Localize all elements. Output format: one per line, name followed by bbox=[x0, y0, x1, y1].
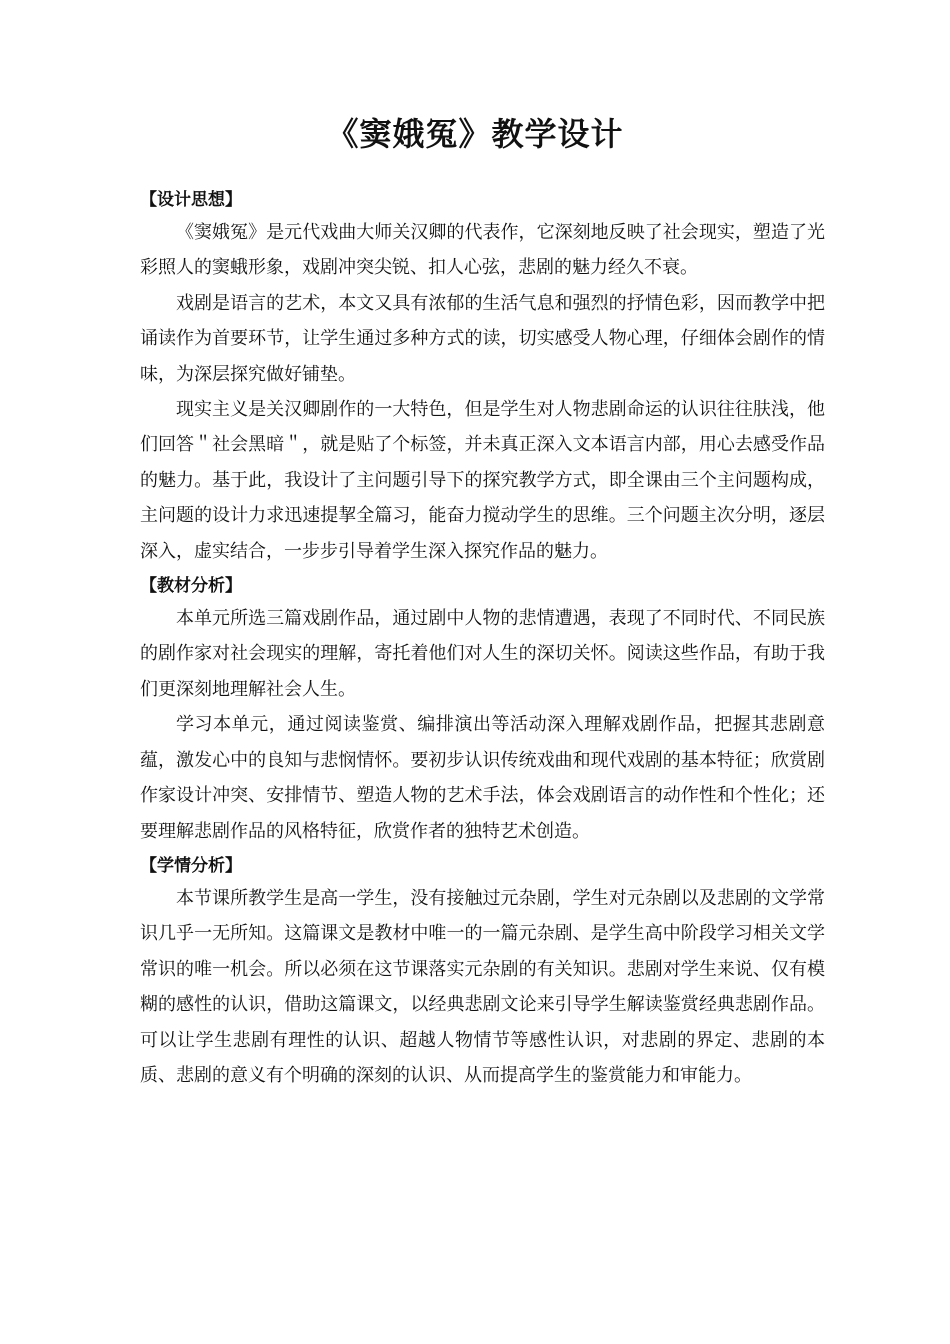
section-design-thinking bbox=[140, 185, 825, 569]
section-heading: 【设计思想】 bbox=[140, 190, 242, 210]
section-heading: 【学情分析】 bbox=[140, 855, 242, 876]
paragraph: 《窦娥冤》是元代戏曲大师关汉卿的代表作，它深刻地反映了社会现实，塑造了光彩照人的窦蛾形象，戏剧冲突尖锐、扣人心弦，悲剧的魅力经久不衰。 bbox=[140, 222, 825, 279]
paragraph: 现实主义是关汉卿剧作的一大特色，但是学生对人物悲剧命运的认识往往肤浅，他们回答＂社会黑暗＂，就是贴了个标签，并未真正深入文本语言内部，用心去感受作品的魅力。基于此，我设计了主问题引导下的探究教学方式，即全课由三个主问题构成，主问题的设计力求迅速提挈全篇习，能奋力搅动学生的思维。三个问题主次分明，逐层深入，虚实结合，一步步引导着学生深入探究作品的魅力。 bbox=[140, 399, 825, 562]
paragraph: 学习本单元，通过阅读鉴赏、编排演出等活动深入理解戏剧作品，把握其悲剧意蕴，激发心中的良知与悲悯情怀。要初步认识传统戏曲和现代戏剧的基本特征；欣赏剧作家设计冲突、安排情节、塑造人物的艺术手法，体会戏剧语言的动作性和个性化；还要理解悲剧作品的风格特征，欣赏作者的独特艺术创造。 bbox=[140, 714, 825, 842]
section-student-analysis bbox=[140, 851, 825, 1093]
document-body bbox=[140, 185, 825, 1093]
page-title: 《窦娥冤》教学设计 bbox=[326, 115, 624, 153]
paragraph: 戏剧是语言的艺术，本文又具有浓郁的生活气息和强烈的抒情色彩，因而教学中把诵读作为首要环节，让学生通过多种方式的读，切实感受人物心理，仔细体会剧作的情味，为深层探究做好铺垫。 bbox=[140, 292, 825, 385]
section-material-analysis bbox=[140, 571, 825, 849]
paragraph: 本单元所选三篇戏剧作品，通过剧中人物的悲情遭遇，表现了不同时代、不同民族的剧作家对社会现实的理解，寄托着他们对人生的深切关怀。阅读这些作品，有助于我们更深刻地理解社会人生。 bbox=[140, 608, 825, 700]
section-heading: 【教材分析】 bbox=[140, 576, 242, 597]
paragraph: 本节课所教学生是高一学生，没有接触过元杂剧，学生对元杂剧以及悲剧的文学常识几乎一无所知。这篇课文是教材中唯一的一篇元杂剧、是学生高中阶段学习相关文学常识的唯一机会。所以必须在这节课落实元杂剧的有关知识。悲剧对学生来说、仅有模糊的感性的认识，借助这篇课文，以经典悲剧文论来引导学生解读鉴赏经典悲剧作品。可以让学生悲剧有理性的认识、超越人物情节等感性认识，对悲剧的界定、悲剧的本质、悲剧的意义有个明确的深刻的认识、从而提高学生的鉴赏能力和审能力。 bbox=[140, 887, 825, 1086]
